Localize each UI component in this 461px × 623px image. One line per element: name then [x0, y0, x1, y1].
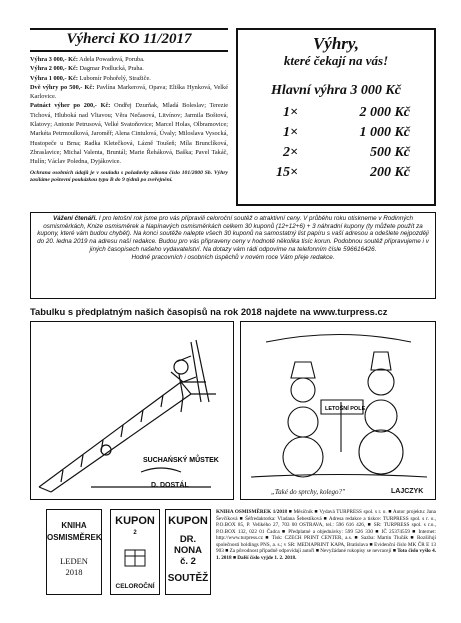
privacy-note: Ochrana osobních údajů je v souladu s požadavky zákona číslo 101/2000 Sb. Výhry zasíláme poštovní poukázkou typu B do 9 týdnů po zveřejnění. [30, 169, 228, 183]
cartoon-caption: „Také do sprchy, kolego?" [271, 488, 345, 496]
imprint-text: ■ Měsíčník ■ Vydavá TURPRESS spol. s r. o. ■ Autor projektu: Jana Ševčíková ■ Šéfredaktorka: Vladana Šebestíková ■ Adresa redakce a tiskce: TURPRESS spol. s r. o., P.O.BOX 85, P. Velikého 27, 703 00 OSTRAVA, tel.: 596 616 426, ■ SR: TURPRESS spol. s r.o., P.O.BOX 132, 022 01 Čadca ■ Předplatné a objednávky: 599 526 330 ■ IČ 25374559 ■ Internet: http://www.turpress.cz ■ Tisk: CZECH PRINT CENTER, a.s. ■ Sazba: Martin Tlučák ■ Rozšiřují společnosti holdings PNS, a. s.; v SR: MEDIAPRINT KAPA, Bratislava ■ Evidenční číslo MK ČR E 13 903 ■ Za původnost případně odpovídají autoři ■ Nevyžádané rukopisy se nevracejí ■ [216, 509, 436, 554]
prize-count: 2× [283, 145, 298, 160]
coupon-line: DR. NONA [174, 534, 202, 556]
cartoon-signature: D. DOSTÁL [151, 482, 189, 489]
imprint-issue: Toto číslo vyšlo 4. 1. 2018 ■ Další číslo vyjde 1. 2. 2018. [216, 548, 436, 561]
coupon-number: 2 [133, 530, 137, 536]
prizes-box [236, 28, 436, 206]
cover-line: LEDEN [60, 556, 88, 566]
prize-count: 15× [276, 165, 298, 180]
winner-entry [30, 101, 228, 166]
coupon-line: č. 2 [180, 556, 196, 567]
imprint-heading: KNIHA OSMISMĚREK 1/2018 [216, 509, 288, 515]
cover-line: 2018 [65, 567, 83, 577]
winner-names: Lubomír Pohořelý, Stražiče. [79, 74, 151, 82]
cartoon-snowmen-drawing [241, 322, 436, 500]
prizes-subtitle: které čekají na vás! [283, 53, 389, 68]
cartoon-sign-text: LETOŠNÍ POLE [325, 406, 366, 412]
cartoon-escalator-drawing [31, 322, 234, 500]
winners-title: Výherci KO 11/2017 [30, 28, 228, 52]
winner-prize-label: Dvě výhry po 500,- Kč: [30, 83, 95, 91]
prize-row [246, 143, 426, 163]
coupon-title: KUPON [115, 515, 155, 527]
prize-amount: 1 000 Kč [359, 125, 410, 140]
coupon-dr-nona [165, 509, 211, 595]
coupon-footer: CELOROČNÍ [115, 583, 155, 590]
prizes-title: Výhry, [312, 34, 360, 53]
winner-entry [30, 83, 228, 102]
prize-amount: 500 Kč [369, 145, 410, 160]
winner-names: Adela Powadová, Poruba. [79, 56, 145, 63]
winner-names: Dagmar Podlucká, Praha. [79, 65, 144, 73]
winner-entry [30, 64, 228, 73]
notice-text: I pro letošní rok jsme pro vás připravili celoroční soutěž o atraktivní ceny. V průběhu roku otiskneme v Rodinných osmisměrkách, Knize osmisměrek a Napínavých osmisměrkách celkem 30 kuponů (12+12+6) + 3 náhradní kupony (ty můžete použít za kupony, které vám budou chybět). Na konci soutěže nalepte všech 30 kuponů na samostatný list papíru s vaší adresou a odešlete nejpozději do 20. ledna 2019 na adresu naší redakce. Budou pro vás připraveny ceny v hodnotě několika tisíc korun. Podobnou soutěž připravujeme i v jiných časopisech našeho vydavatelství. Na dotazy vám rádi odpovíme na telefonním čísle 596616426. [37, 215, 429, 253]
coupon-title: KUPON [168, 515, 208, 527]
cartoon-snowmen [240, 321, 436, 500]
prize-row [246, 123, 426, 143]
prize-row [246, 103, 426, 123]
cover-kniha-osmismerek [46, 509, 102, 595]
winner-prize-label: Patnáct výher po 200,- Kč: [30, 102, 111, 110]
winner-entry [30, 55, 228, 64]
prize-row [246, 163, 426, 183]
cartoon-ski-jump [30, 321, 234, 500]
coupon-gift-icon [120, 540, 150, 570]
cover-line: KNIHA [61, 521, 87, 530]
notice-greeting: Vážení čtenáři. [52, 215, 98, 222]
coupon-celorocni [110, 509, 160, 595]
cartoon-sign-text: SUCHAŃSKÝ MŮSTEK [143, 457, 219, 464]
prize-count: 1× [283, 125, 298, 140]
main-prize: Hlavní výhra 3 000 Kč [271, 83, 401, 98]
winners-list [30, 55, 228, 184]
winner-names: Ondřej Dzurňak, Mladá Boleslav; Terezie Tichová, Hluboká nad Vltavou; Věra Nečasová, Litvínov; Jarmila Boštová, Klatovy; Antonie Petrusová, Velké Svatoňovice; Marcel Holas, Olbramovice; Markéta Petrmoulková, Jaroměř; Alena Cintulová, Úvaly; Miloslava Vysocká, Hustopeče u Brna; Radka Kletečková, Lázně Toušeň; Míla Brunclíková, Zbraslavice; Michal Valenta, Bruntál; Marie Řeháková, Baška; Pavel Takáč, Hulín; Václav Poledna, Dyjákovice. [30, 102, 228, 166]
winner-prize-label: Výhra 1 000,- Kč: [30, 74, 78, 82]
prize-amount: 2 000 Kč [359, 105, 410, 120]
winner-names: Pavlína Markerová, Opava; Eliška Hynková, Velké Karlovice. [30, 83, 228, 101]
prize-count: 1× [283, 105, 298, 120]
imprint [216, 509, 436, 595]
subscription-line: Tabulku s předplatným našich časopisů na rok 2018 najdete na www.turpress.cz [30, 306, 388, 317]
prize-amount: 200 Kč [369, 165, 410, 180]
cover-line: OSMISMĚREK [47, 533, 102, 542]
winner-prize-label: Výhra 2 000,- Kč: [30, 65, 78, 73]
coupon-footer: SOUTĚŽ [167, 573, 209, 584]
notice-closing: Hodně pracovních i osobních úspěchů v novém roce Vám přeje redakce. [131, 253, 335, 261]
winners-box [30, 28, 228, 208]
winner-entry [30, 74, 228, 83]
winner-prize-label: Výhra 3 000,- Kč: [30, 56, 78, 63]
readers-notice [30, 212, 436, 299]
cartoon-signature: LAJCZYK [391, 488, 424, 495]
